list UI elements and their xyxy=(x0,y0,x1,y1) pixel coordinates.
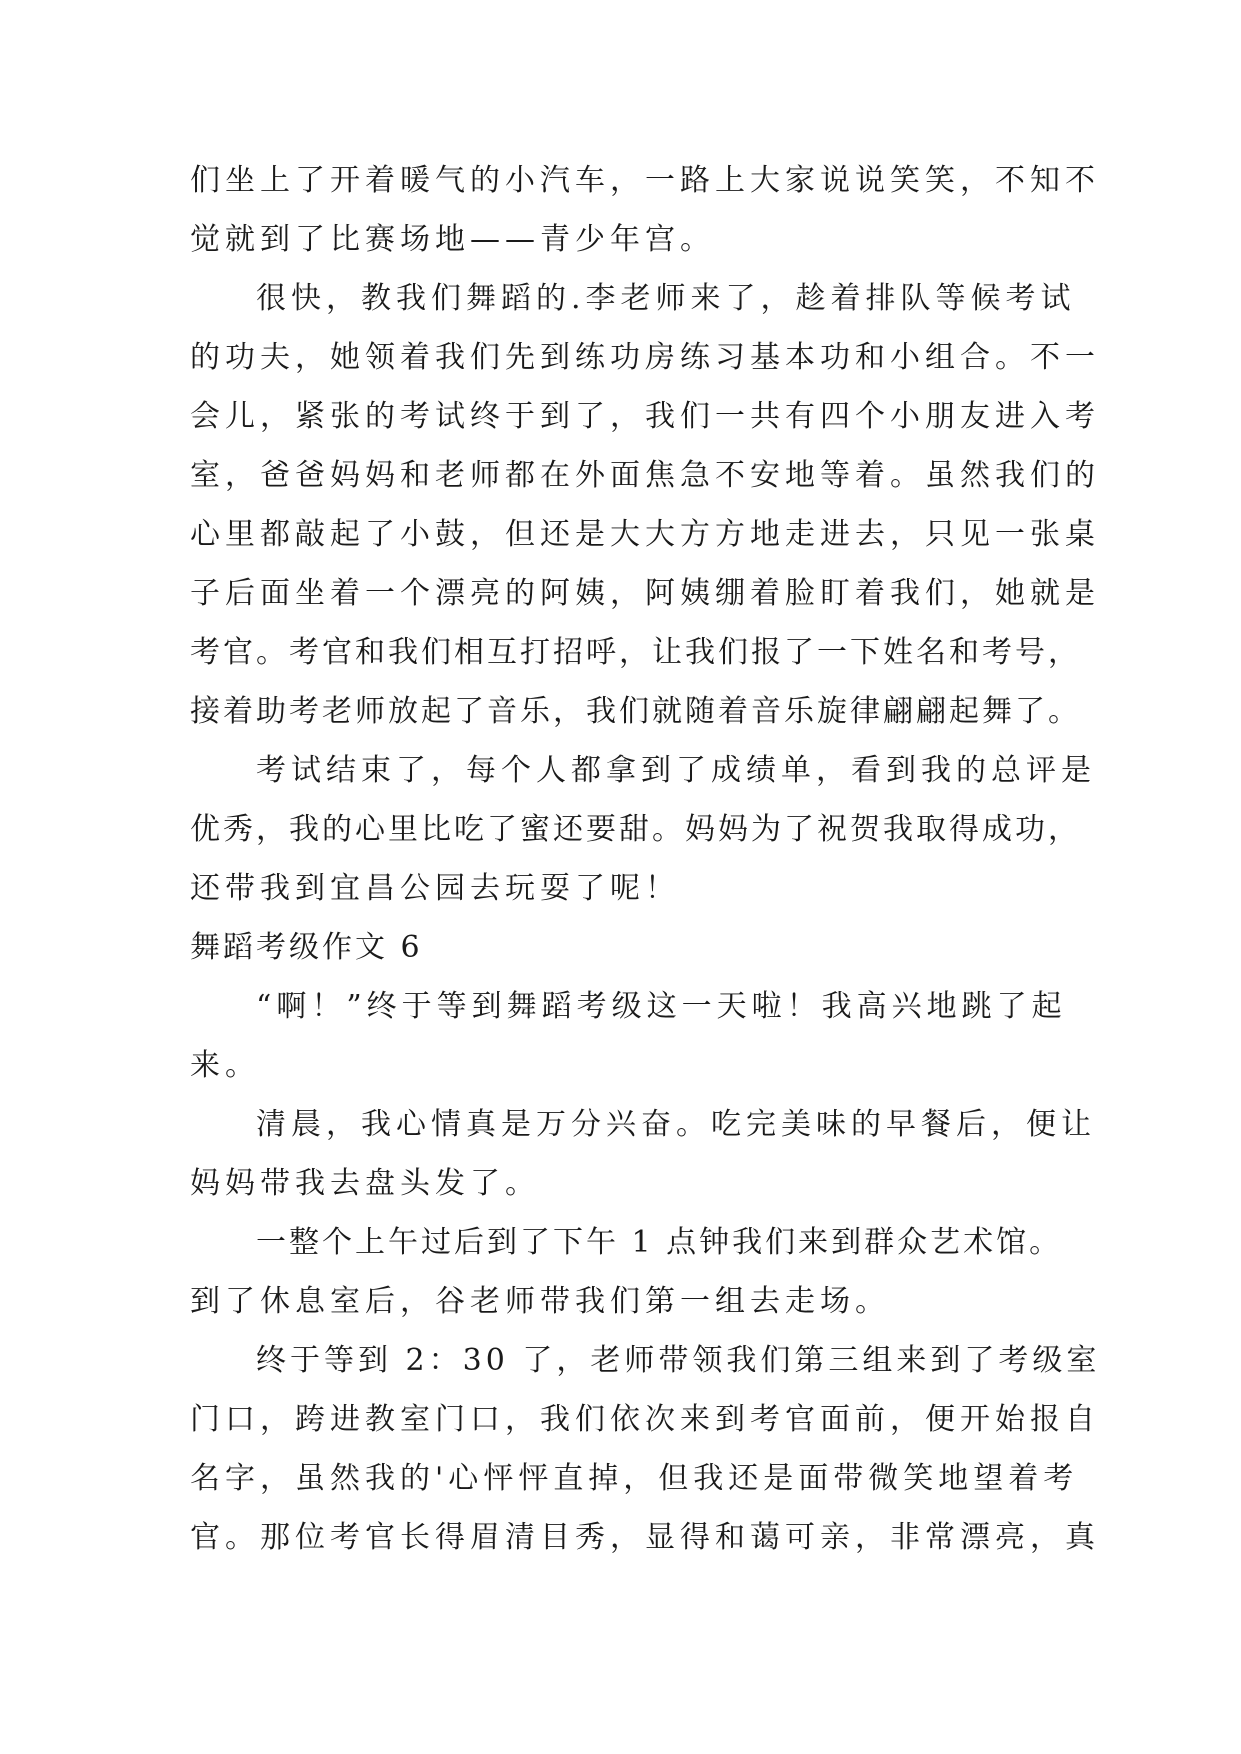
text-line: 们坐上了开着暖气的小汽车，一路上大家说说笑笑，不知不 xyxy=(190,163,1100,198)
text-line: 考官。考官和我们相互打招呼，让我们报了一下姓名和考号， xyxy=(190,635,1081,670)
paragraph-start: 考试结束了，每个人都拿到了成绩单，看到我的总评是 xyxy=(256,753,1096,788)
text-line: 室，爸爸妈妈和老师都在外面焦急不安地等着。虽然我们的 xyxy=(190,458,1100,493)
text-line: 会儿，紧张的考试终于到了，我们一共有四个小朋友进入考 xyxy=(190,399,1100,434)
paragraph-start: 很快，教我们舞蹈的.李老师来了，趁着排队等候考试 xyxy=(256,281,1076,316)
paragraph-start: 清晨，我心情真是万分兴奋。吃完美味的早餐后，便让 xyxy=(256,1107,1096,1142)
text-line: 来。 xyxy=(190,1048,260,1083)
text-line: 接着助考老师放起了音乐，我们就随着音乐旋律翩翩起舞了。 xyxy=(190,694,1081,729)
text-line: 心里都敲起了小鼓，但还是大大方方地走进去，只见一张桌 xyxy=(190,517,1100,552)
text-line: 到了休息室后，谷老师带我们第一组去走场。 xyxy=(190,1284,890,1319)
text-line: 还带我到宜昌公园去玩耍了呢！ xyxy=(190,871,680,906)
text-line: 的功夫，她领着我们先到练功房练习基本功和小组合。不一 xyxy=(190,340,1100,375)
text-line: 子后面坐着一个漂亮的阿姨，阿姨绷着脸盯着我们，她就是 xyxy=(190,576,1100,611)
text-line: 觉就到了比赛场地——青少年宫。 xyxy=(190,222,715,257)
paragraph-start: “啊！”终于等到舞蹈考级这一天啦！我高兴地跳了起 xyxy=(256,989,1067,1024)
paragraph-start: 一整个上午过后到了下午 1 点钟我们来到群众艺术馆。 xyxy=(256,1225,1063,1260)
text-line: 门口，跨进教室门口，我们依次来到考官面前，便开始报自 xyxy=(190,1402,1100,1437)
section-heading: 舞蹈考级作文 6 xyxy=(190,930,423,965)
text-line: 名字，虽然我的'心怦怦直掉，但我还是面带微笑地望着考 xyxy=(190,1461,1079,1496)
text-line: 优秀，我的心里比吃了蜜还要甜。妈妈为了祝贺我取得成功， xyxy=(190,812,1081,847)
text-line: 妈妈带我去盘头发了。 xyxy=(190,1166,540,1201)
paragraph-start: 终于等到 2：30 了，老师带领我们第三组来到了考级室 xyxy=(256,1343,1101,1378)
text-line: 官。那位考官长得眉清目秀，显得和蔼可亲，非常漂亮，真 xyxy=(190,1520,1100,1555)
document-page xyxy=(190,151,1101,1567)
